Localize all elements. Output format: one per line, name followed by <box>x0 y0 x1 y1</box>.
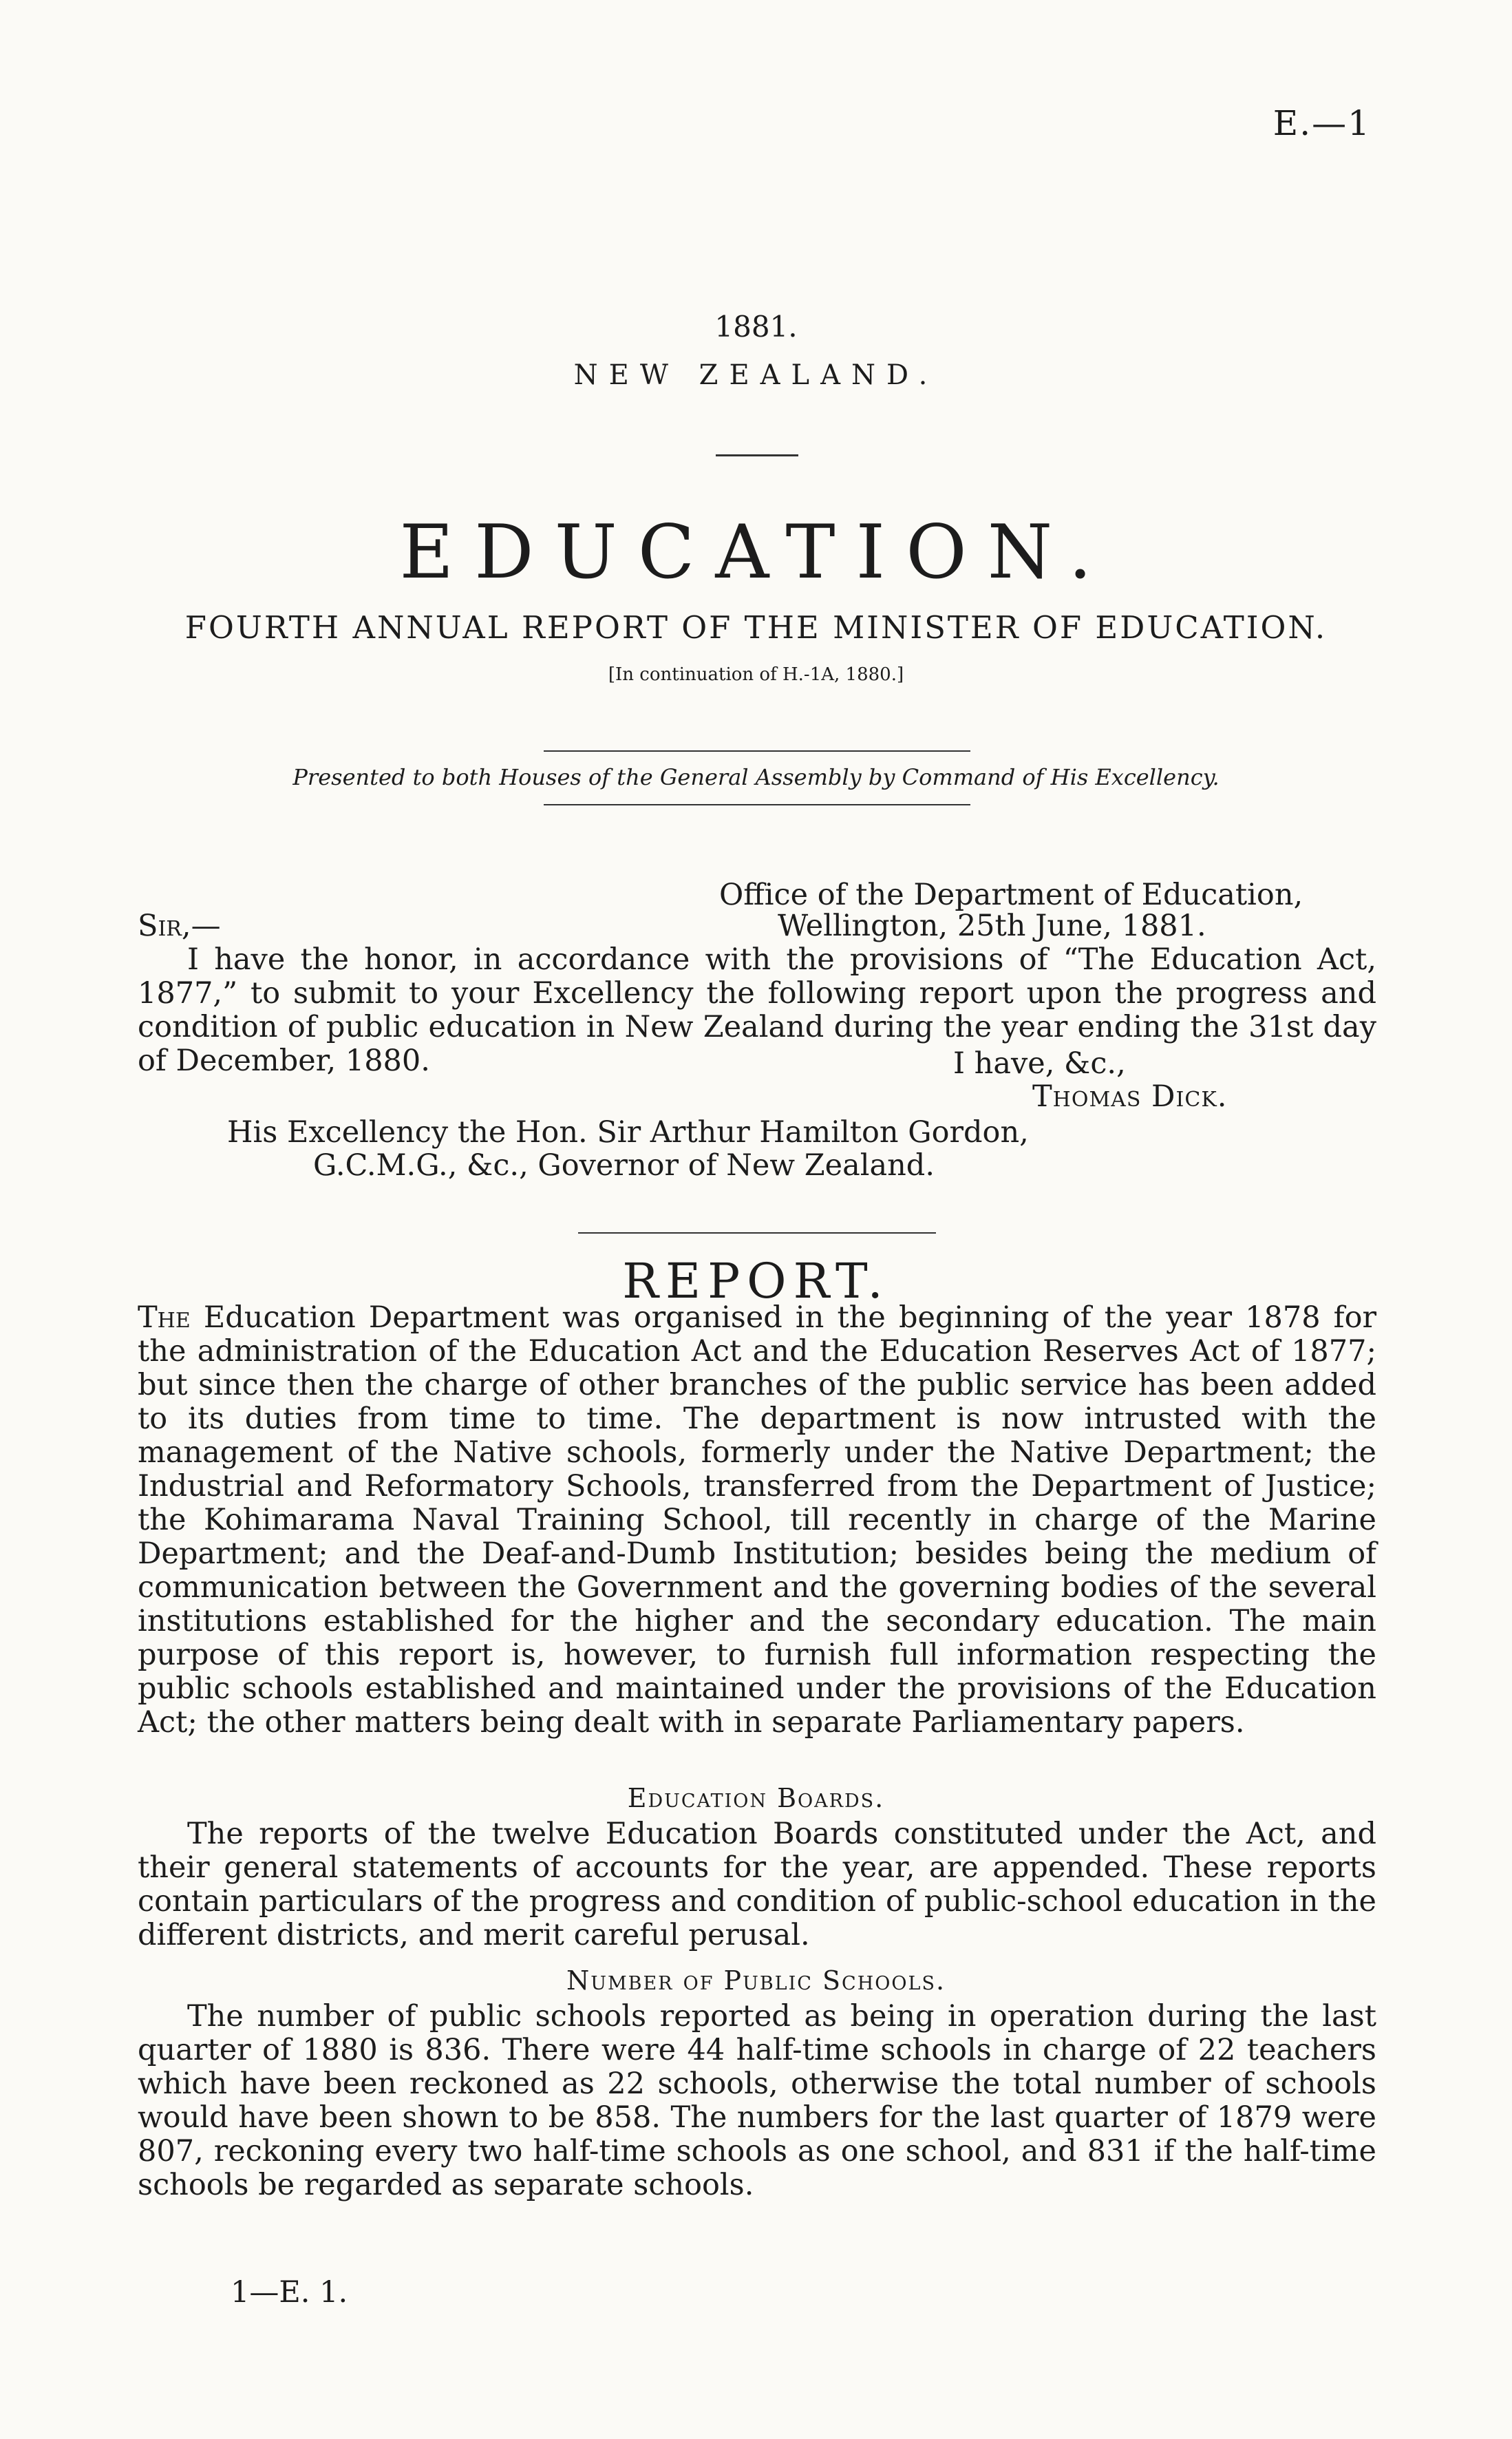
country-heading: NEW ZEALAND. <box>573 359 939 391</box>
schools-paragraph: The number of public schools reported as being in operation during the last quarter of 1880 is 836. There were 44 half-time schools in charge of 22 teachers which have been reckoned as 22 schools, otherwise the total number of schools would have been shown to be 858. The numbers for the last quarter of 1879 were 807, reckoning every two half-time schools as one school, and 831 if the half-time schools be regarded as separate schools. <box>138 1999 1376 2202</box>
boards-body-block <box>138 1817 1376 1952</box>
schools-body-block <box>138 2000 1376 2202</box>
divider-presented-bottom <box>544 804 970 805</box>
letter-body: I have the honor, in accordance with the provisions of “The Education Act, 1877,” to submit to your Excellency the following report upon the progress and condition of public education in New Zealand during the year ending the 31st day of December, 1880. <box>138 942 1376 1078</box>
report-body-block <box>138 1301 1376 1740</box>
report-paragraph <box>138 1301 1376 1740</box>
boards-paragraph: The reports of the twelve Education Boards constituted under the Act, and their general statements of accounts for the year, are appended. These reports contain particulars of the progress and condition of public-school education in the different districts, and merit careful perusal. <box>138 1817 1376 1952</box>
letter-office: Office of the Department of Education, <box>719 878 1303 912</box>
section-heading-boards: Education Boards. <box>627 1783 885 1813</box>
document-subtitle: FOURTH ANNUAL REPORT OF THE MINISTER OF EDUCATION. <box>184 609 1328 646</box>
divider-report <box>578 1232 936 1234</box>
divider-top <box>716 454 798 456</box>
continuation-note: [In continuation of H.-1A, 1880.] <box>608 664 904 685</box>
letter-addressee: His Excellency the Hon. Sir Arthur Hamilton Gordon, <box>227 1115 1029 1150</box>
letter-signature: Thomas Dick. <box>1032 1079 1228 1114</box>
letter-salutation: Sir,— <box>138 909 221 943</box>
letter-city-date: Wellington, 25th June, 1881. <box>778 909 1206 943</box>
divider-presented-top <box>544 750 970 752</box>
letter-body-block <box>138 943 1376 1078</box>
document-title: EDUCATION. <box>399 509 1113 595</box>
page-number: E.—1 <box>1273 103 1371 143</box>
document-year: 1881. <box>714 310 798 344</box>
footer-reference: 1—E. 1. <box>231 2275 348 2310</box>
section-heading-schools: Number of Public Schools. <box>566 1965 946 1996</box>
report-lead-word: The <box>138 1300 191 1335</box>
report-paragraph-text: Education Department was organised in the beginning of the year 1878 for the administration of the Education Act and the Education Reserves Act of 1877; but since then the charge of other branches of the public service has been added to its duties from time to time. The department is now intrusted with the management of the Native schools, formerly under the Native Department; the Industrial and Reformatory Schools, transferred from the Department of Justice; the Kohimarama Naval Training School, till recently in charge of the Marine Department; and the Deaf-and-Dumb Institution; besides being the medium of communication between the Government and the governing bodies of the several institutions established for the higher and the secondary education. The main purpose of this report is, however, to furnish full information respecting the public schools established and maintained under the provisions of the Education Act; the other matters being dealt with in separate Parliamentary papers. <box>138 1300 1377 1740</box>
letter-closing: I have, &c., <box>953 1046 1126 1081</box>
presented-note: Presented to both Houses of the General Assembly by Command of His Excellency. <box>292 764 1220 790</box>
report-heading: REPORT. <box>622 1253 890 1309</box>
letter-addressee-title: G.C.M.G., &c., Governor of New Zealand. <box>313 1148 935 1183</box>
